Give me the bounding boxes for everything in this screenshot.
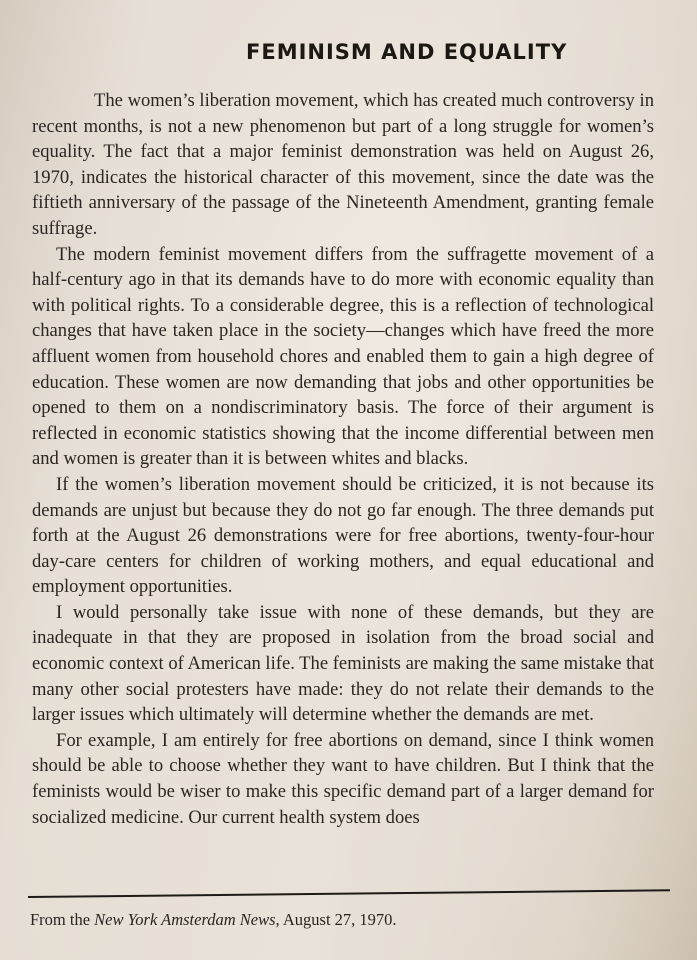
footnote bbox=[30, 910, 630, 930]
paragraph-2: The modern feminist movement differs from the suffragette movement of a half-century ago in that its demands have to do more with economic equality than with political rights. To a considerable degree, this is a reflection of technological changes that have taken place in the society—changes which have freed the more affluent women from household chores and enabled them to gain a high degree of education. These women are now demanding that jobs and other opportunities be opened to them on a nondiscriminatory basis. The force of their argument is reflected in economic statistics showing that the income differential between men and women is greater than it is between whites and blacks. bbox=[32, 243, 654, 470]
body-text bbox=[32, 88, 654, 830]
footnote-suffix: , August 27, 1970. bbox=[275, 910, 397, 929]
paragraph-1: The women’s liberation movement, which has created much controversy in recent months, is not a new phenomenon but part of a long struggle for women’s equality. The fact that a major feminist demonstration was held on August 26, 1970, indicates the historical character of this movement, since the date was the fiftieth anniversary of the passage of the Nineteenth Amendment, granting female suffrage. bbox=[32, 90, 654, 239]
footnote-prefix: From the bbox=[30, 910, 95, 929]
paragraph-5: For example, I am entirely for free abortions on demand, since I think women should be able to choose whether they want to have children. But I think that the feminists would be wiser to make this specific demand part of a larger demand for socialized medicine. Our current health system does bbox=[32, 729, 654, 828]
chapter-title: FEMINISM AND EQUALITY bbox=[246, 40, 568, 64]
footnote-source: New York Amsterdam News bbox=[94, 910, 276, 929]
paragraph-4: I would personally take issue with none of these demands, but they are inadequate in that they are proposed in isolation from the broad social and economic context of American life. The feminists are making the same mistake that many other social protesters have made: they do not relate their demands to the larger issues which ultimately will determine whether the demands are met. bbox=[32, 601, 654, 726]
footnote-divider bbox=[28, 889, 670, 898]
paragraph-3: If the women’s liberation movement should be criticized, it is not because its demands are unjust but because they do not go far enough. The three demands put forth at the August 26 demonstrations were for free abortions, twenty-four-hour day-care centers for children of working mothers, and equal educational and employment opportunities. bbox=[32, 473, 654, 598]
